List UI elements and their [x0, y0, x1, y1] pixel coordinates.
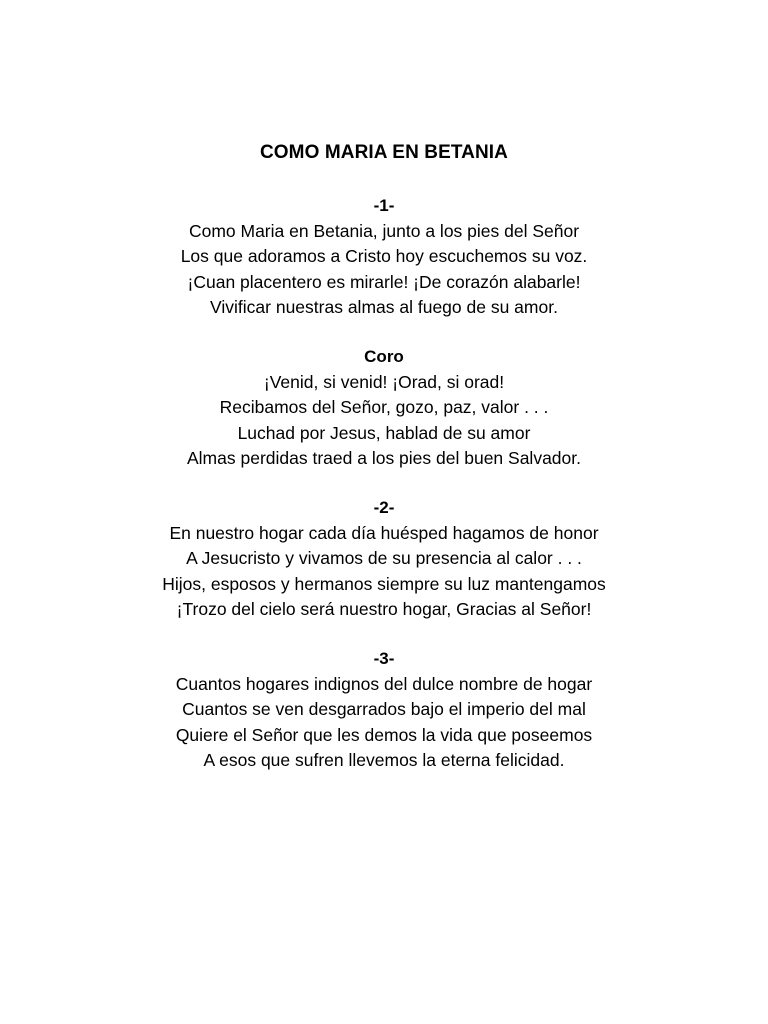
verse-3 — [0, 646, 768, 774]
verse-2-line-3: Hijos, esposos y hermanos siempre su luz mantengamos — [162, 573, 606, 594]
verse-3-line-2: Cuantos se ven desgarrados bajo el imperio del mal — [182, 699, 586, 719]
verse-1-line-1: Como Maria en Betania, junto a los pies del Señor — [188, 220, 580, 241]
verse-1-heading: -1- — [373, 196, 395, 215]
verse-3-line-4: A esos que sufren llevemos la eterna felicidad. — [203, 750, 565, 770]
verse-2-line-2: A Jesucristo y vivamos de su presencia al calor . . . — [186, 548, 582, 568]
verse-2-line-4: ¡Trozo del cielo será nuestro hogar, Gracias al Señor! — [176, 599, 592, 619]
song-title: COMO MARIA EN BETANIA — [259, 142, 509, 163]
verse-3-line-3: Quiere el Señor que les demos la vida que poseemos — [175, 724, 593, 745]
chorus-line-4: Almas perdidas traed a los pies del buen Salvador. — [187, 448, 581, 468]
chorus-heading: Coro — [364, 347, 404, 366]
verse-2 — [0, 495, 768, 623]
chorus — [0, 344, 768, 472]
chorus-line-3: Luchad por Jesus, hablad de su amor — [237, 422, 531, 443]
chorus-line-1: ¡Venid, si venid! ¡Orad, si orad! — [263, 371, 505, 392]
verse-1 — [0, 193, 768, 321]
verse-2-heading: -2- — [373, 498, 395, 517]
verse-1-line-4: Vivificar nuestras almas al fuego de su amor. — [210, 297, 558, 317]
verse-1-line-2: Los que adoramos a Cristo hoy escuchemos su voz. — [180, 246, 588, 266]
chorus-line-2: Recibamos del Señor, gozo, paz, valor . . . — [219, 397, 549, 417]
verse-3-line-1: Cuantos hogares indignos del dulce nombre de hogar — [175, 673, 593, 694]
verse-3-heading: -3- — [373, 649, 395, 668]
verse-2-line-1: En nuestro hogar cada día huésped hagamos de honor — [169, 522, 599, 543]
verse-1-line-3: ¡Cuan placentero es mirarle! ¡De corazón alabarle! — [187, 271, 581, 292]
